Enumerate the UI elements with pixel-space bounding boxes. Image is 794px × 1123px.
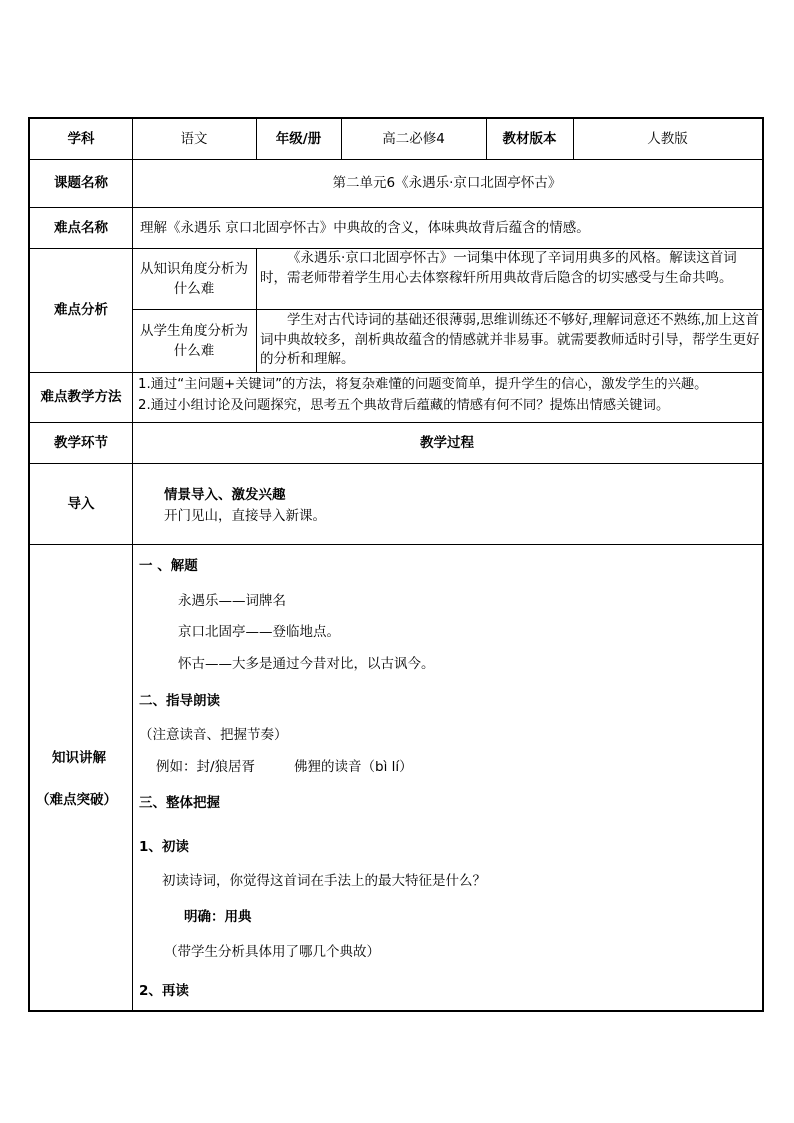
intro-text: 开门见山，直接导入新课。 [164, 508, 326, 524]
row-divider [30, 463, 762, 464]
lesson-title: 第二单元6《永遇乐·京口北固亭怀古》 [332, 175, 562, 191]
subsection-1-line-1: 初读诗词，你觉得这首词在手法上的最大特征是什么？ [162, 873, 486, 889]
section-1-line-2: 京口北固亭——登临地点。 [178, 624, 340, 640]
student-angle-text: 学生对古代诗词的基础还很薄弱,思维训练还不够好,理解词意还不熟练,加上这首词中典故较多，剖析典故蕴含的情感就并非易事。就需要教师适时引导，帮学生更好的分析和理解。 [260, 312, 760, 367]
intro-title: 情景导入、激发兴趣 [164, 487, 286, 503]
subject-value: 语文 [180, 131, 208, 147]
process-header: 教学过程 [420, 434, 474, 451]
col-divider [256, 248, 257, 372]
subject-label: 学科 [67, 131, 95, 147]
subsection-1-title: 1、初读 [139, 839, 189, 855]
section-2-title: 二、指导朗读 [139, 693, 220, 709]
knowledge-angle-text: 《永遇乐·京口北固亭怀古》一词集中体现了辛词用典多的风格。解读这首词时，需老师带着学生用心去体察稼轩所用典故背后隐含的切实感受与生命共鸣。 [260, 250, 737, 286]
subsection-2-title: 2、再读 [139, 983, 189, 999]
difficulty-label: 难点名称 [54, 219, 108, 236]
section-2-line-1: （注意读音、把握节奏） [139, 727, 288, 743]
row-divider [30, 544, 762, 545]
knowledge-label: 知识讲解 [52, 750, 106, 766]
section-1-line-3: 怀古——大多是通过今昔对比，以古讽今。 [178, 656, 435, 672]
method-line-1: 1.通过“主问题+关键词”的方法，将复杂难懂的问题变简单，提升学生的信心，激发学生的兴趣。 [138, 377, 708, 392]
knowledge-angle-label: 从知识角度分析为什么难 [140, 260, 248, 297]
section-2-line-2b: 佛狸的读音（bì lí） [294, 759, 413, 775]
analysis-label: 难点分析 [54, 302, 108, 318]
section-1-title: 一 、解题 [139, 558, 198, 574]
method-label: 难点教学方法 [40, 389, 122, 405]
edition-value: 人教版 [647, 131, 688, 147]
lesson-plan-table [28, 117, 764, 1012]
grade-label: 年级/册 [275, 131, 322, 147]
difficulty-text: 理解《永遇乐 京口北固亭怀古》中典故的含义，体味典故背后蕴含的情感。 [140, 219, 590, 236]
student-angle-label: 从学生角度分析为什么难 [140, 322, 248, 359]
lesson-label: 课题名称 [54, 175, 108, 191]
section-1-line-1: 永遇乐——词牌名 [178, 593, 286, 609]
stage-header: 教学环节 [54, 434, 108, 451]
subsection-1-line-3: （带学生分析具体用了哪几个典故） [164, 944, 380, 960]
intro-label: 导入 [67, 495, 95, 512]
knowledge-sublabel: （难点突破） [36, 792, 117, 808]
section-3-title: 三、整体把握 [139, 795, 220, 811]
subsection-1-line-2: 明确：用典 [184, 909, 252, 925]
row-divider [30, 372, 762, 373]
edition-label: 教材版本 [502, 131, 557, 147]
col-divider [132, 119, 133, 1010]
method-line-2: 2.通过小组讨论及问题探究，思考五个典故背后蕴藏的情感有何不同？提炼出情感关键词。 [138, 398, 670, 413]
grade-value: 高二必修4 [382, 131, 445, 147]
section-2-line-2: 例如：封/狼居胥 [156, 759, 256, 775]
